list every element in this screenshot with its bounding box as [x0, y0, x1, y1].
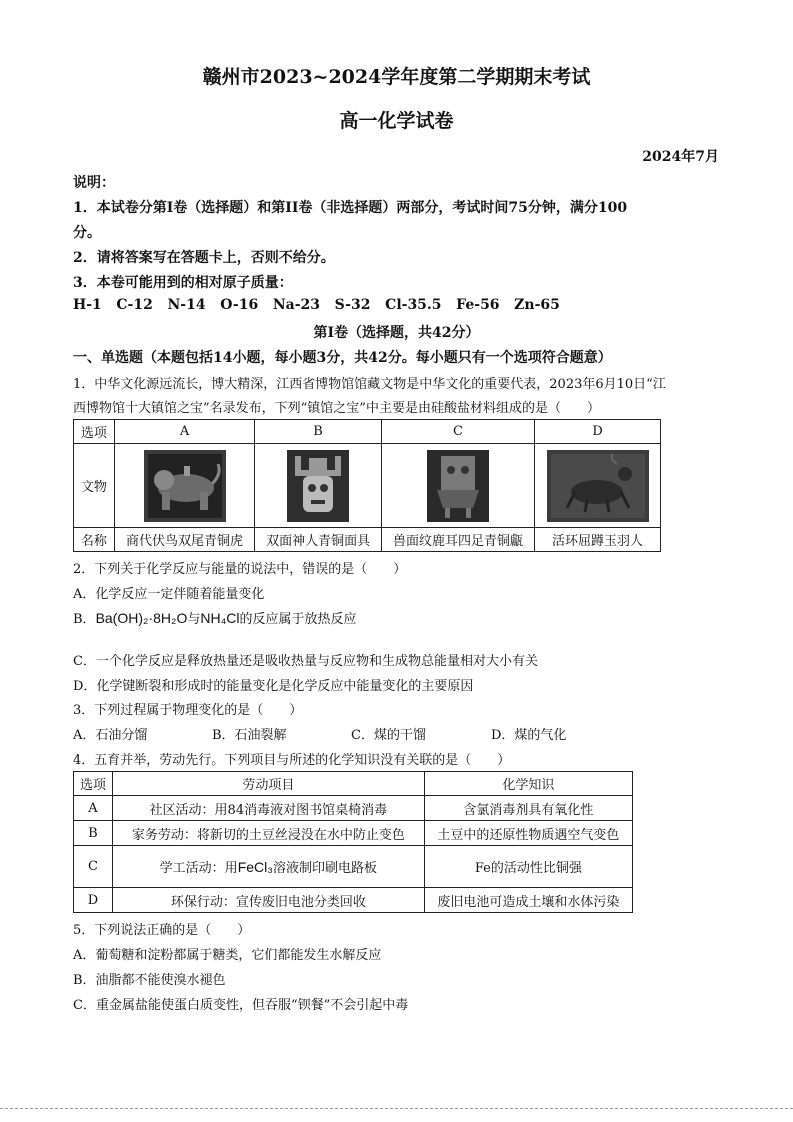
- q5-stem: 5．下列说法正确的是（ ）: [73, 923, 251, 938]
- option-header: D: [535, 420, 661, 444]
- relic-image-d: [535, 444, 661, 528]
- instruction-1-cont: 分。: [73, 225, 101, 241]
- row-label: 选项: [74, 420, 115, 444]
- relic-image-c: [381, 444, 534, 528]
- bronze-vessel-image: [427, 450, 489, 522]
- row-knowledge: 废旧电池可造成土壤和水体污染: [424, 888, 632, 913]
- row-label: 文物: [74, 444, 115, 528]
- atomic-mass: C-12: [116, 297, 153, 313]
- atomic-masses: [73, 297, 560, 313]
- row-option: D: [74, 888, 113, 913]
- q3-option-c: C．煤的干馏: [351, 728, 426, 743]
- q1-stem-line1: 1．中华文化源远流长，博大精深，江西省博物馆馆藏文物是中华文化的重要代表，2023年6月10日“江: [73, 377, 666, 392]
- exam-subtitle: 高一化学试卷: [339, 110, 454, 132]
- option-header: B: [255, 420, 382, 444]
- connector: 与: [187, 612, 201, 627]
- relic-image-a: [114, 444, 255, 528]
- instruction-3: 3．本卷可能用到的相对原子质量：: [73, 275, 293, 291]
- relic-name: 活环屈蹲玉羽人: [535, 528, 661, 552]
- section-title: 一、单选题（本题包括14小题，每小题3分，共42分。每小题只有一个选项符合题意）: [73, 350, 612, 366]
- atomic-mass: O-16: [220, 297, 259, 313]
- q1-table: [73, 419, 661, 552]
- atomic-mass: H-1: [73, 297, 102, 313]
- bronze-mask-image: [287, 450, 349, 522]
- formula-ammonium-chloride: NH₄Cl: [200, 610, 240, 626]
- row-project: 家务劳动：将新切的土豆丝浸没在水中防止变色: [112, 821, 424, 846]
- q2-option-c: C．一个化学反应是释放热量还是吸收热量与反应物和生成物总能量相对大小有关: [73, 654, 538, 669]
- q4-table: [73, 771, 633, 913]
- project-prefix: 学工活动：用: [159, 861, 238, 876]
- q5-option-a: A．葡萄糖和淀粉都属于糖类，它们都能发生水解反应: [73, 948, 382, 963]
- instructions-heading: 说明：: [73, 175, 115, 191]
- option-header: A: [114, 420, 255, 444]
- atomic-mass: Zn-65: [514, 297, 560, 313]
- atomic-mass: S-32: [334, 297, 371, 313]
- row-project: 环保行动：宣传废旧电池分类回收: [112, 888, 424, 913]
- q2-option-b: [73, 608, 357, 627]
- option-header: C: [381, 420, 534, 444]
- page-bottom-rule: [0, 1108, 793, 1109]
- instruction-1: 1．本试卷分第I卷（选择题）和第II卷（非选择题）两部分，考试时间75分钟，满分100: [73, 200, 628, 216]
- q5-option-b: B．油脂都不能使溴水褪色: [73, 973, 226, 988]
- project-suffix: 溶液制印刷电路板: [272, 861, 377, 876]
- instruction-2: 2．请将答案写在答题卡上，否则不给分。: [73, 250, 335, 266]
- header-knowledge: 化学知识: [424, 772, 632, 796]
- q2-stem: 2．下列关于化学反应与能量的说法中，错误的是（ ）: [73, 562, 407, 577]
- row-knowledge: 土豆中的还原性物质遇空气变色: [424, 821, 632, 846]
- q2-option-d: D．化学键断裂和形成时的能量变化是化学反应中能量变化的主要原因: [73, 679, 474, 694]
- q3-stem: 3．下列过程属于物理变化的是（ ）: [73, 703, 303, 718]
- q2-option-a: A．化学反应一定伴随着能量变化: [73, 587, 265, 602]
- q3-option-b: B．石油裂解: [212, 728, 287, 743]
- atomic-mass: Fe-56: [456, 297, 500, 313]
- q5-option-c: C．重金属盐能使蛋白质变性，但吞服“钡餐”不会引起中毒: [73, 998, 409, 1013]
- atomic-mass: N-14: [167, 297, 206, 313]
- exam-title: 赣州市2023~2024学年度第二学期期末考试: [202, 66, 591, 88]
- formula-ferric-chloride: FeCl₃: [237, 859, 273, 875]
- exam-date: 2024年7月: [642, 149, 719, 165]
- row-option: C: [74, 846, 113, 888]
- formula-barium-hydroxide: Ba(OH)₂·8H₂O: [95, 610, 188, 626]
- option-text: 的反应属于放热反应: [239, 612, 357, 627]
- row-knowledge: 含氯消毒剂具有氧化性: [424, 796, 632, 821]
- row-project: [112, 846, 424, 888]
- row-option: B: [74, 821, 113, 846]
- part1-title: 第I卷（选择题，共42分）: [313, 325, 480, 341]
- relic-image-b: [255, 444, 382, 528]
- header-option: 选项: [74, 772, 113, 796]
- row-knowledge: Fe的活动性比铜强: [424, 846, 632, 888]
- option-letter: B．: [73, 612, 96, 627]
- q1-stem-line2: 西博物馆十大镇馆之宝”名录发布，下列“镇馆之宝”中主要是由硅酸盐材料组成的是（ ）: [73, 401, 600, 416]
- row-option: A: [74, 796, 113, 821]
- relic-name: 商代伏鸟双尾青铜虎: [114, 528, 255, 552]
- row-project: 社区活动：用84消毒液对图书馆桌椅消毒: [112, 796, 424, 821]
- relic-name: 双面神人青铜面具: [255, 528, 382, 552]
- atomic-mass: Na-23: [272, 297, 320, 313]
- bronze-tiger-image: [144, 450, 226, 522]
- relic-name: 兽面纹鹿耳四足青铜甗: [381, 528, 534, 552]
- row-label: 名称: [74, 528, 115, 552]
- jade-figure-image: [547, 450, 649, 522]
- atomic-mass: Cl-35.5: [385, 297, 442, 313]
- q3-option-a: A．石油分馏: [73, 728, 148, 743]
- q4-stem: 4．五育并举，劳动先行。下列项目与所述的化学知识没有关联的是（ ）: [73, 753, 511, 768]
- header-project: 劳动项目: [112, 772, 424, 796]
- q3-option-d: D．煤的气化: [491, 728, 567, 743]
